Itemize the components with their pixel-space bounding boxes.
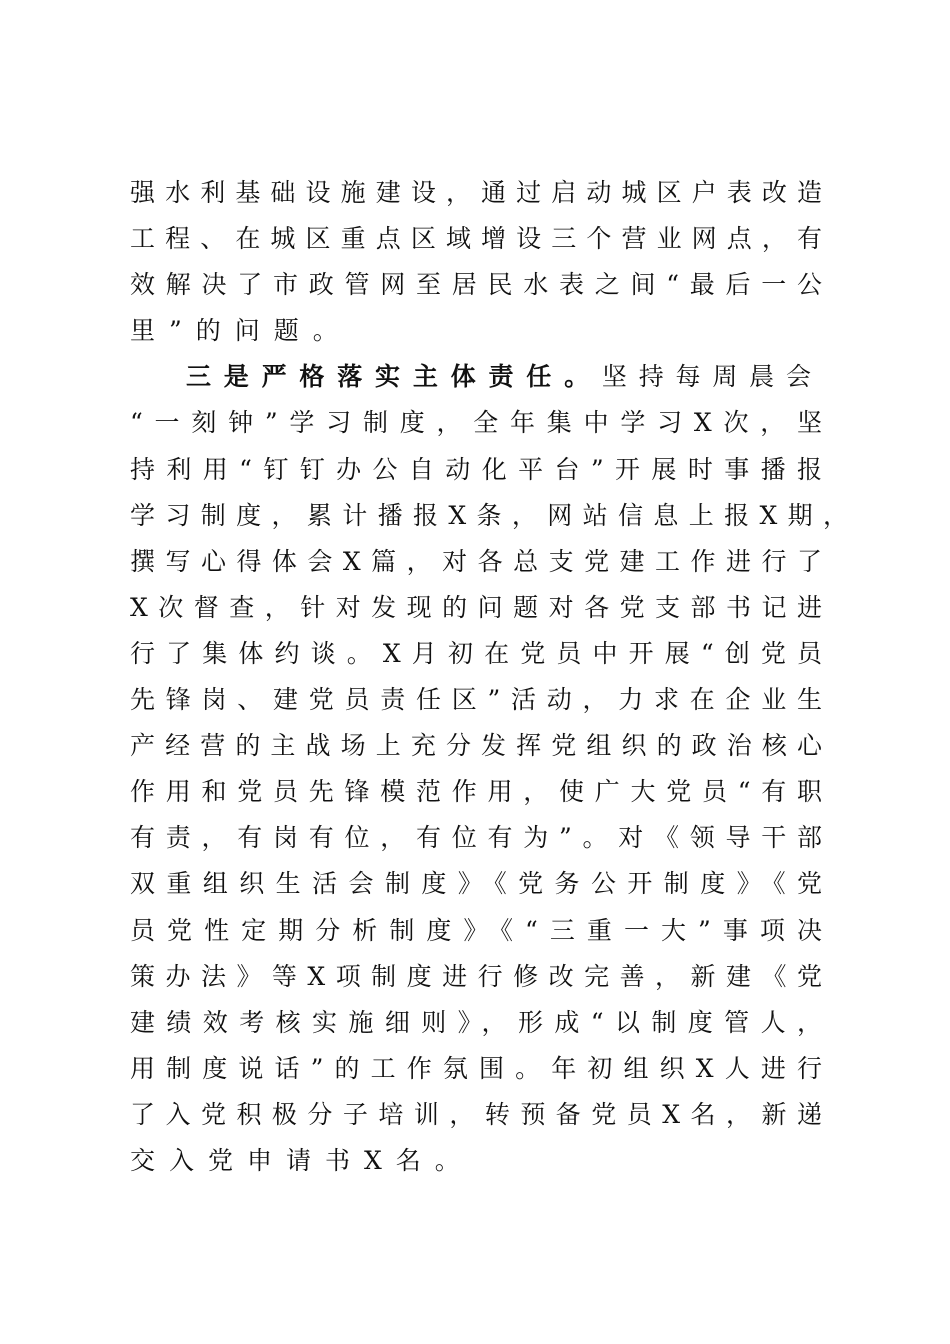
text-line-first: [130, 354, 822, 400]
text-line: 行了集体约谈。X月初在党员中开展“创党员: [130, 638, 822, 668]
text-line: 先锋岗、建党员责任区”活动，力求在企业生: [130, 685, 822, 715]
text-line: 撰写心得体会X篇，对各总支党建工作进行了: [130, 546, 822, 576]
text-line: 效解决了市政管网至居民水表之间“最后一公: [130, 270, 822, 300]
text-line: 工程、在城区重点区域增设三个营业网点，有: [130, 224, 822, 254]
text-line: “一刻钟”学习制度，全年集中学习X次，坚: [130, 408, 822, 438]
text-line: X次督查，针对发现的问题对各党支部书记进: [130, 592, 822, 622]
text-line: 建绩效考核实施细则》，形成“以制度管人，: [130, 1007, 822, 1037]
text-line: 产经营的主战场上充分发挥党组织的政治核心: [130, 731, 822, 761]
text-line: 用制度说话”的工作氛围。年初组织X人进行: [130, 1053, 822, 1083]
paragraph-responsibility: [130, 354, 850, 1184]
text-line: 策办法》等X项制度进行修改完善，新建《党: [130, 961, 822, 991]
text-line: 了入党积极分子培训，转预备党员X名，新递: [130, 1099, 822, 1129]
text-line: 交入党申请书X名。: [130, 1145, 474, 1175]
text-line: 强水利基础设施建设，通过启动城区户表改造: [130, 178, 822, 207]
text-line: 员党性定期分析制度》《“三重一大”事项决: [130, 915, 822, 945]
text-line: 学习制度，累计播报X条，网站信息上报X期，: [130, 500, 848, 530]
heading-followup: 坚持每周晨会: [601, 362, 822, 392]
text-line: 有责，有岗有位，有位有为”。对《领导干部: [130, 823, 822, 853]
text-line: 双重组织生活会制度》《党务公开制度》《党: [130, 869, 822, 899]
text-line: 里”的问题。: [130, 316, 352, 346]
text-line: 作用和党员先锋模范作用，使广大党员“有职: [130, 777, 822, 807]
paragraph-heading: 三是严格落实主体责任。: [186, 362, 602, 392]
text-line: 持利用“钉钉办公自动化平台”开展时事播报: [130, 454, 822, 484]
paragraph-water-infrastructure: [130, 170, 850, 354]
body-text: [130, 170, 850, 1184]
